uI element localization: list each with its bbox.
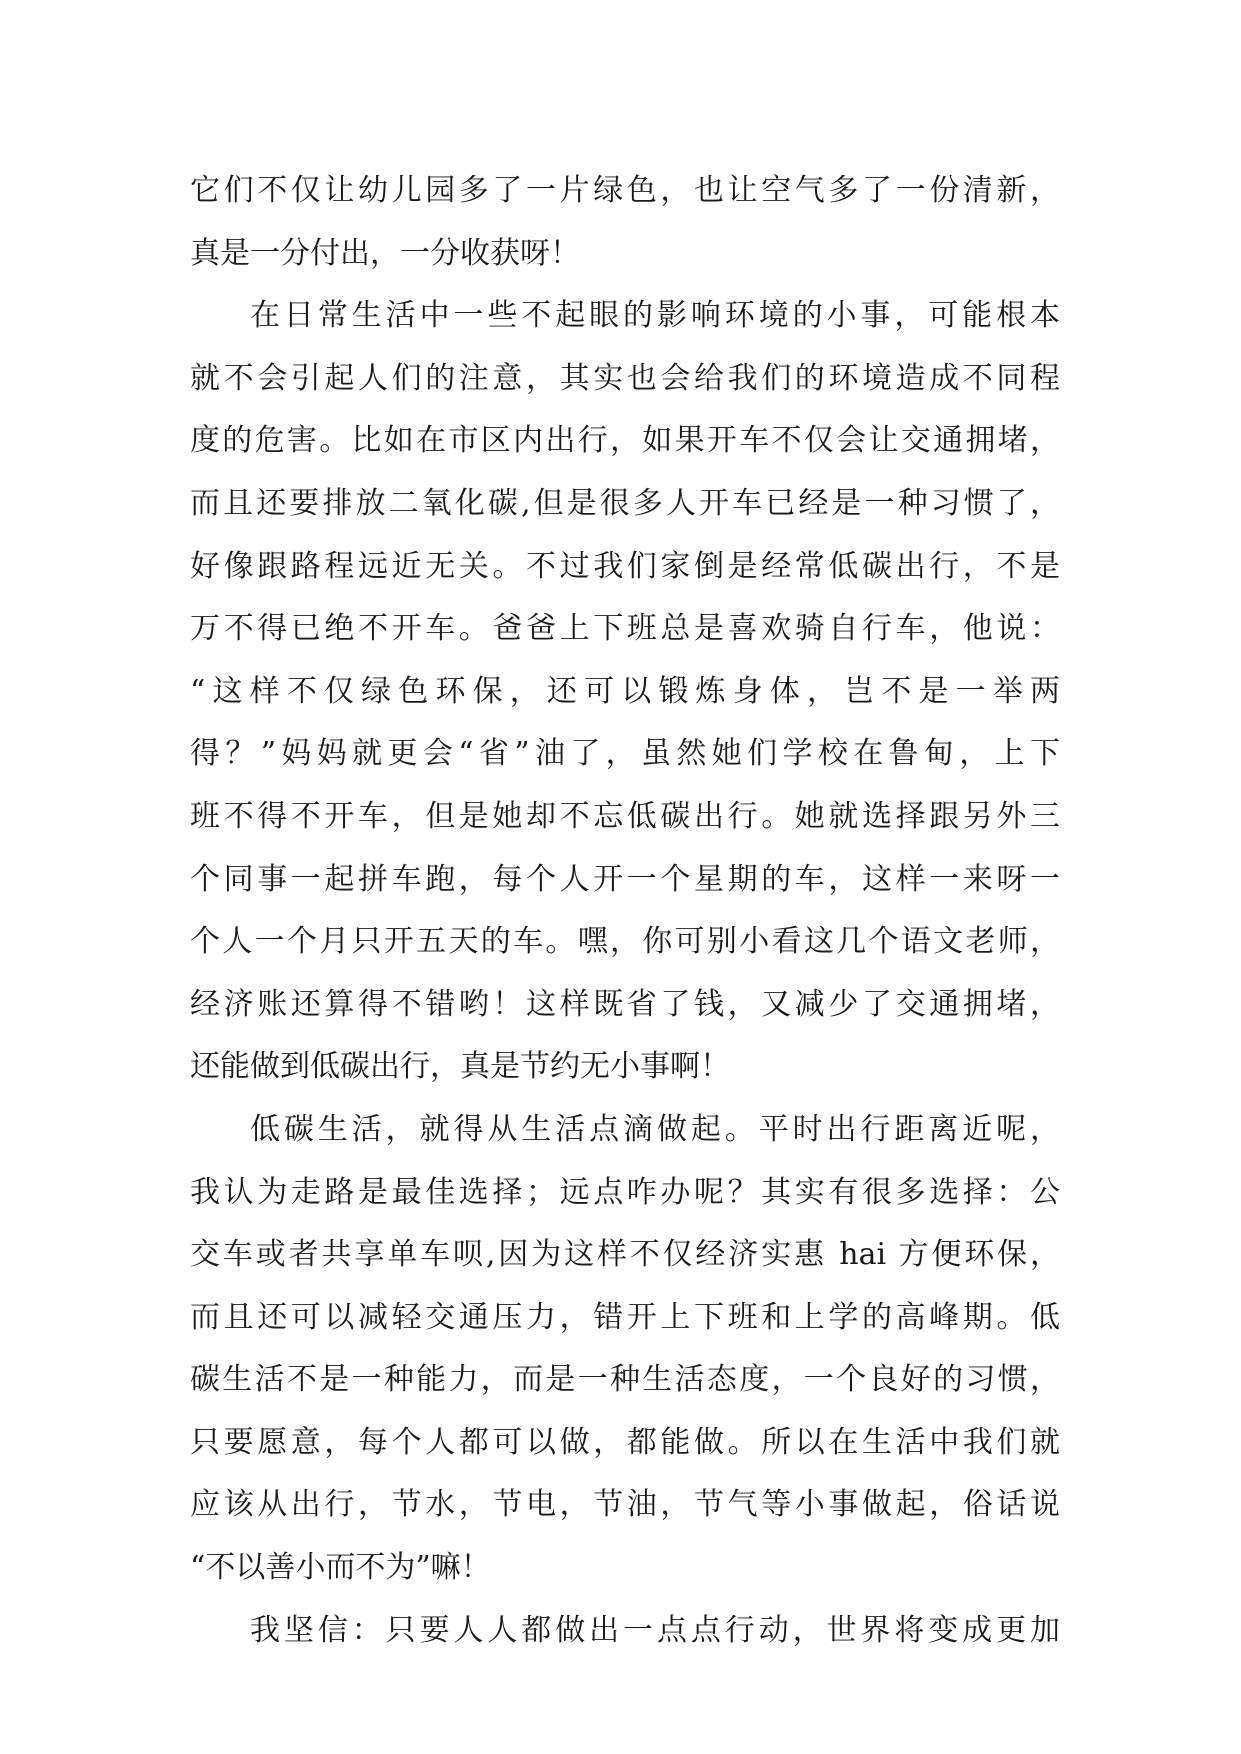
text-line: 好像跟路程远近无关。不过我们家倒是经常低碳出行，不是 xyxy=(190,548,1060,584)
text-line: 它们不仅让幼儿园多了一片绿色，也让空气多了一份清新， xyxy=(190,173,1060,208)
text-line: “这样不仅绿色环保，还可以锻炼身体，岂不是一举两 xyxy=(190,673,1060,709)
text-line: 而且还要排放二氧化碳,但是很多人开车已经是一种习惯了， xyxy=(190,485,1060,521)
text-line: 度的危害。比如在市区内出行，如果开车不仅会让交通拥堵， xyxy=(190,423,1060,459)
text-line: 我认为走路是最佳选择；远点咋办呢？其实有很多选择：公 xyxy=(190,1174,1060,1210)
text-line: 只要愿意，每个人都可以做，都能做。所以在生活中我们就 xyxy=(190,1424,1060,1460)
paragraph-start-line: 低碳生活，就得从生活点滴做起。平时出行距离近呢， xyxy=(250,1111,1060,1147)
text-line: “不以善小而不为”嘛！ xyxy=(190,1550,491,1586)
text-line: 个人一个月只开五天的车。嘿，你可别小看这几个语文老师， xyxy=(190,924,1060,960)
text-line: 还能做到低碳出行，真是节约无小事啊！ xyxy=(190,1049,730,1085)
text-line: 交车或者共享单车呗,因为这样不仅经济实惠 hai 方便环保， xyxy=(190,1237,1060,1273)
text-line: 而且还可以减轻交通压力，错开上下班和上学的高峰期。低 xyxy=(190,1299,1060,1335)
text-line: 个同事一起拼车跑，每个人开一个星期的车，这样一来呀一 xyxy=(190,861,1060,897)
paragraph-start-line: 我坚信：只要人人都做出一点点行动，世界将变成更加 xyxy=(250,1612,1060,1648)
text-line: 班不得不开车，但是她却不忘低碳出行。她就选择跟另外三 xyxy=(190,798,1060,834)
text-line: 万不得已绝不开车。爸爸上下班总是喜欢骑自行车，他说： xyxy=(190,611,1060,647)
text-line: 得？”妈妈就更会“省”油了，虽然她们学校在鲁甸，上下 xyxy=(190,736,1060,772)
text-line: 经济账还算得不错哟！这样既省了钱，又减少了交通拥堵， xyxy=(190,986,1060,1022)
text-line: 碳生活不是一种能力，而是一种生活态度，一个良好的习惯， xyxy=(190,1362,1060,1398)
body-text xyxy=(190,160,1060,1662)
text-line: 就不会引起人们的注意，其实也会给我们的环境造成不同程 xyxy=(190,360,1060,396)
paragraph-start-line: 在日常生活中一些不起眼的影响环境的小事，可能根本 xyxy=(250,298,1060,334)
text-line: 真是一分付出，一分收获呀！ xyxy=(190,235,580,271)
text-line: 应该从出行，节水，节电，节油，节气等小事做起，俗话说 xyxy=(190,1487,1060,1523)
